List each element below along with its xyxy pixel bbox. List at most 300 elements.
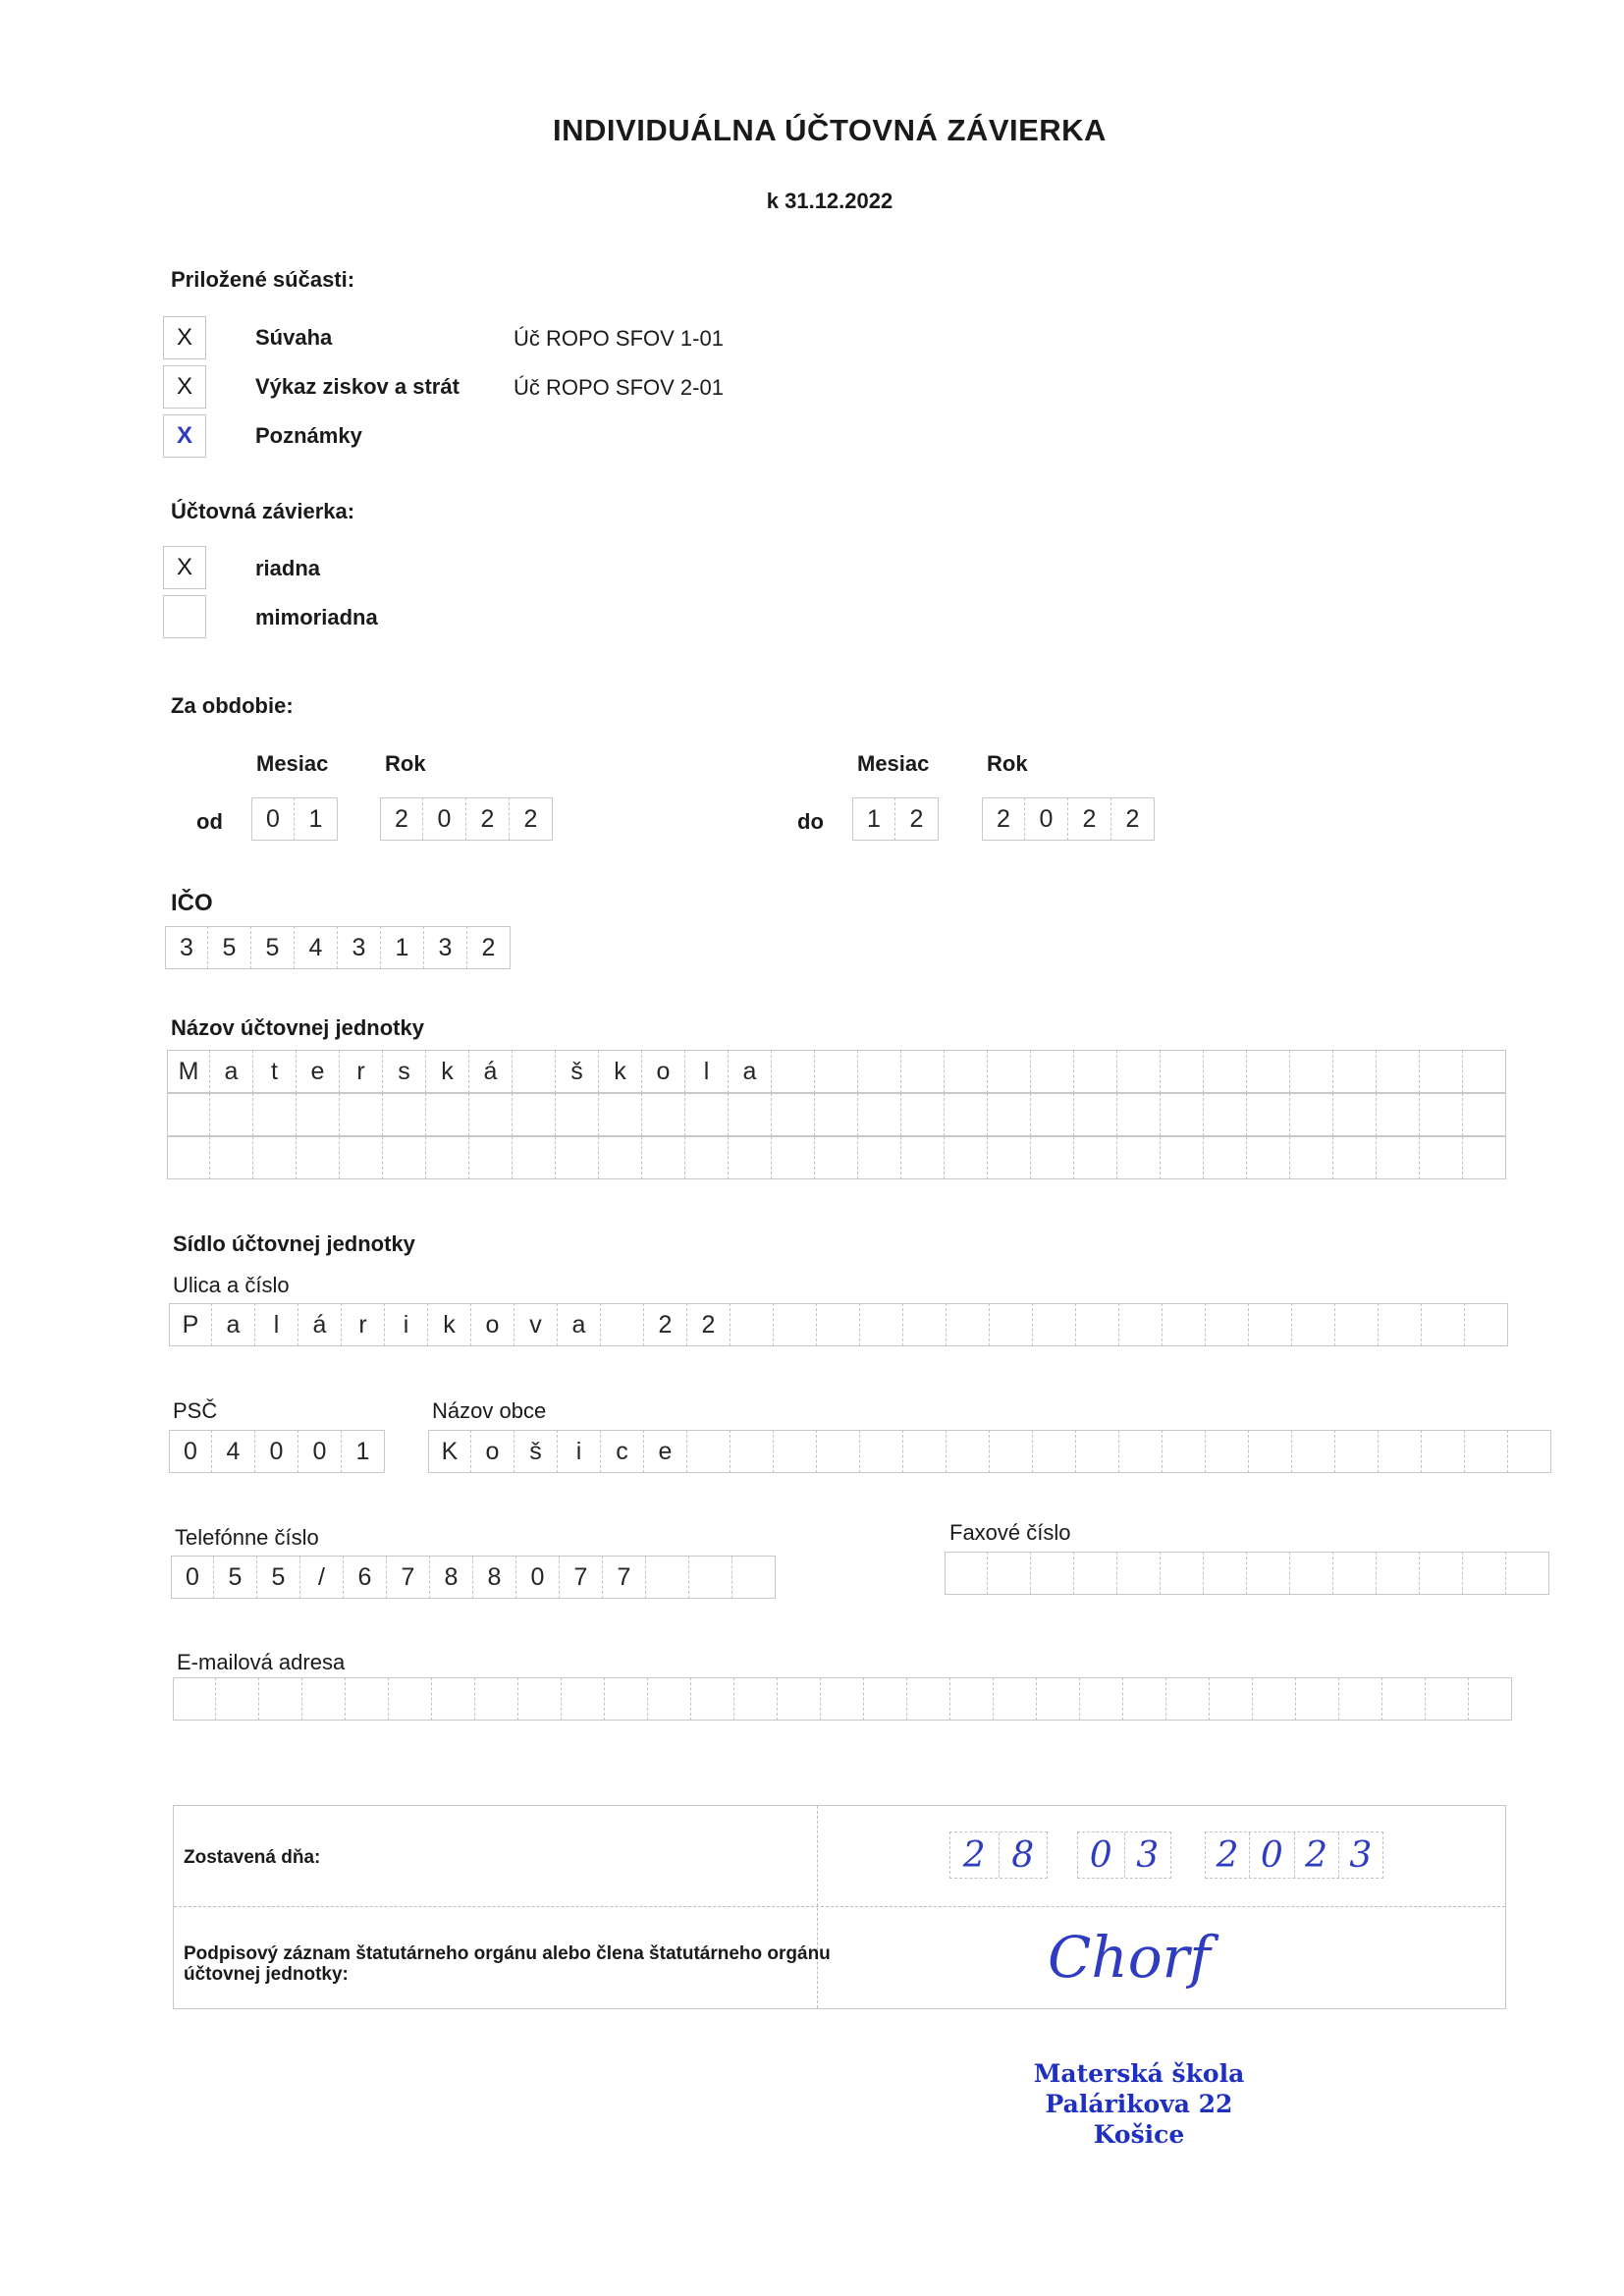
char-cell[interactable]	[1204, 1050, 1247, 1093]
digit-cell[interactable]: 2	[982, 797, 1025, 841]
digit-cell[interactable]: 3	[338, 926, 381, 969]
char-cell[interactable]	[475, 1677, 518, 1721]
char-cell[interactable]: l	[685, 1050, 729, 1093]
checkbox-poznamky[interactable]: X	[163, 414, 206, 458]
char-cell[interactable]	[1117, 1552, 1161, 1595]
char-cell[interactable]	[1204, 1552, 1247, 1595]
char-cell[interactable]	[1290, 1552, 1333, 1595]
city-label: Názov obce	[432, 1398, 547, 1423]
char-cell[interactable]: 5	[257, 1556, 300, 1599]
char-cell[interactable]: 2	[687, 1303, 731, 1346]
char-cell[interactable]	[732, 1556, 776, 1599]
char-cell[interactable]	[772, 1093, 815, 1136]
digit-cell[interactable]: 5	[208, 926, 251, 969]
char-cell[interactable]	[605, 1677, 648, 1721]
char-cell[interactable]	[687, 1430, 731, 1473]
compiled-label: Zostavená dňa:	[184, 1847, 321, 1868]
char-cell[interactable]: e	[297, 1050, 340, 1093]
char-cell[interactable]	[1119, 1303, 1163, 1346]
char-cell[interactable]: 8	[430, 1556, 473, 1599]
char-cell[interactable]: 4	[212, 1430, 255, 1473]
label-riadna: riadna	[255, 556, 321, 580]
code-vykaz: Úč ROPO SFOV 2-01	[514, 375, 724, 400]
char-cell[interactable]	[1463, 1093, 1506, 1136]
checkbox-suvaha[interactable]: X	[163, 316, 206, 359]
to-month-field[interactable]	[852, 797, 939, 841]
digit-cell[interactable]: 3	[165, 926, 208, 969]
digit-cell[interactable]: 0	[251, 797, 295, 841]
char-cell[interactable]	[1033, 1303, 1076, 1346]
handwritten-digit: 2	[950, 1832, 1000, 1878]
char-cell[interactable]	[642, 1136, 685, 1179]
char-cell[interactable]	[772, 1050, 815, 1093]
char-cell[interactable]: v	[514, 1303, 558, 1346]
char-cell[interactable]	[945, 1050, 988, 1093]
char-cell[interactable]	[1465, 1303, 1508, 1346]
char-cell[interactable]	[1379, 1430, 1422, 1473]
attached-heading: Priložené súčasti:	[171, 267, 355, 292]
char-cell[interactable]	[1426, 1677, 1469, 1721]
char-cell[interactable]	[947, 1303, 990, 1346]
char-cell[interactable]: 0	[516, 1556, 560, 1599]
char-cell[interactable]	[860, 1430, 903, 1473]
char-cell[interactable]	[1204, 1136, 1247, 1179]
char-cell[interactable]	[648, 1677, 691, 1721]
char-cell[interactable]	[1290, 1093, 1333, 1136]
char-cell[interactable]	[340, 1093, 383, 1136]
char-cell[interactable]	[1031, 1050, 1074, 1093]
ico-field[interactable]	[165, 926, 511, 969]
char-cell[interactable]: 0	[171, 1556, 214, 1599]
char-cell[interactable]	[253, 1093, 297, 1136]
char-cell[interactable]: M	[167, 1050, 210, 1093]
compiled-month[interactable]	[1077, 1831, 1171, 1879]
from-year-label: Rok	[385, 751, 426, 776]
char-cell[interactable]	[901, 1050, 945, 1093]
char-cell[interactable]	[389, 1677, 432, 1721]
char-cell[interactable]	[426, 1136, 469, 1179]
char-cell[interactable]	[1247, 1552, 1290, 1595]
label-suvaha: Súvaha	[255, 325, 333, 350]
digit-cell[interactable]: 2	[1068, 797, 1111, 841]
char-cell[interactable]	[1377, 1136, 1420, 1179]
from-year-field[interactable]	[380, 797, 553, 841]
char-cell[interactable]	[383, 1136, 426, 1179]
char-cell[interactable]	[691, 1677, 734, 1721]
digit-cell[interactable]: 5	[251, 926, 295, 969]
char-cell[interactable]	[1420, 1136, 1463, 1179]
char-cell[interactable]: k	[426, 1050, 469, 1093]
stamp-line-3: Košice	[1093, 2120, 1185, 2149]
char-cell[interactable]	[988, 1050, 1031, 1093]
char-cell[interactable]	[774, 1303, 817, 1346]
checkbox-mimoriadna[interactable]	[163, 595, 206, 638]
stamp-line-1: Materská škola	[1033, 2059, 1245, 2088]
char-cell[interactable]	[556, 1136, 599, 1179]
char-cell[interactable]	[903, 1430, 947, 1473]
email-field[interactable]	[173, 1677, 1512, 1721]
char-cell[interactable]	[1166, 1677, 1210, 1721]
table-divider	[817, 1806, 818, 2008]
char-cell[interactable]	[599, 1093, 642, 1136]
char-cell[interactable]	[601, 1303, 644, 1346]
char-cell[interactable]: a	[558, 1303, 601, 1346]
char-cell[interactable]	[599, 1136, 642, 1179]
char-cell[interactable]	[1123, 1677, 1166, 1721]
entity-name-row-2[interactable]	[167, 1093, 1506, 1136]
char-cell[interactable]	[774, 1430, 817, 1473]
char-cell[interactable]	[1506, 1552, 1549, 1595]
char-cell[interactable]: o	[471, 1303, 514, 1346]
char-cell[interactable]	[1247, 1136, 1290, 1179]
char-cell[interactable]	[426, 1093, 469, 1136]
char-cell[interactable]	[1117, 1050, 1161, 1093]
char-cell[interactable]: 8	[473, 1556, 516, 1599]
char-cell[interactable]	[1247, 1050, 1290, 1093]
char-cell[interactable]	[1206, 1430, 1249, 1473]
char-cell[interactable]	[383, 1093, 426, 1136]
char-cell[interactable]	[1161, 1552, 1204, 1595]
char-cell[interactable]	[1333, 1093, 1377, 1136]
char-cell[interactable]	[1382, 1677, 1426, 1721]
handwritten-digit: 0	[1078, 1832, 1125, 1878]
char-cell[interactable]: 7	[387, 1556, 430, 1599]
char-cell[interactable]	[216, 1677, 259, 1721]
compiled-day[interactable]	[949, 1831, 1048, 1879]
char-cell[interactable]	[346, 1677, 389, 1721]
char-cell[interactable]	[1333, 1136, 1377, 1179]
closing-heading: Účtovná závierka:	[171, 499, 355, 523]
char-cell[interactable]: á	[298, 1303, 342, 1346]
char-cell[interactable]	[556, 1093, 599, 1136]
char-cell[interactable]: /	[300, 1556, 344, 1599]
char-cell[interactable]	[685, 1093, 729, 1136]
char-cell[interactable]	[858, 1136, 901, 1179]
char-cell[interactable]: P	[169, 1303, 212, 1346]
digit-cell[interactable]: 2	[380, 797, 423, 841]
ico-label: IČO	[171, 890, 213, 916]
char-cell[interactable]	[1420, 1093, 1463, 1136]
char-cell[interactable]	[1335, 1303, 1379, 1346]
char-cell[interactable]	[945, 1552, 988, 1595]
char-cell[interactable]	[167, 1093, 210, 1136]
digit-cell[interactable]: 0	[1025, 797, 1068, 841]
char-cell[interactable]	[646, 1556, 689, 1599]
char-cell[interactable]: r	[342, 1303, 385, 1346]
digit-cell[interactable]: 1	[852, 797, 895, 841]
phone-label: Telefónne číslo	[175, 1525, 319, 1550]
street-field[interactable]	[169, 1303, 1508, 1346]
char-cell[interactable]	[1161, 1093, 1204, 1136]
digit-cell[interactable]: 2	[895, 797, 939, 841]
char-cell[interactable]	[1463, 1050, 1506, 1093]
char-cell[interactable]	[1463, 1136, 1506, 1179]
school-stamp	[1021, 2058, 1257, 2150]
label-mimoriadna: mimoriadna	[255, 605, 378, 629]
char-cell[interactable]	[772, 1136, 815, 1179]
char-cell[interactable]	[210, 1136, 253, 1179]
char-cell[interactable]	[1117, 1136, 1161, 1179]
char-cell[interactable]	[1292, 1430, 1335, 1473]
digit-cell[interactable]: 2	[510, 797, 553, 841]
char-cell[interactable]	[729, 1136, 772, 1179]
signature-table	[173, 1805, 1506, 2009]
checkbox-riadna[interactable]: X	[163, 546, 206, 589]
char-cell[interactable]	[1292, 1303, 1335, 1346]
char-cell[interactable]: 5	[214, 1556, 257, 1599]
char-cell[interactable]	[1469, 1677, 1512, 1721]
signature-scribble: Chorf	[1048, 1924, 1211, 1991]
char-cell[interactable]	[642, 1093, 685, 1136]
char-cell[interactable]	[815, 1050, 858, 1093]
char-cell[interactable]	[1335, 1430, 1379, 1473]
handwritten-digit: 8	[1011, 1834, 1035, 1876]
digit-cell[interactable]: 0	[423, 797, 466, 841]
phone-field[interactable]	[171, 1556, 776, 1599]
char-cell[interactable]	[858, 1093, 901, 1136]
char-cell[interactable]	[1206, 1303, 1249, 1346]
char-cell[interactable]	[689, 1556, 732, 1599]
char-cell[interactable]	[1422, 1303, 1465, 1346]
char-cell[interactable]: s	[383, 1050, 426, 1093]
char-cell[interactable]	[469, 1093, 513, 1136]
char-cell[interactable]	[950, 1677, 994, 1721]
char-cell[interactable]	[432, 1677, 475, 1721]
char-cell[interactable]: a	[729, 1050, 772, 1093]
char-cell[interactable]: e	[644, 1430, 687, 1473]
char-cell[interactable]	[1290, 1050, 1333, 1093]
char-cell[interactable]	[988, 1093, 1031, 1136]
char-cell[interactable]	[1119, 1430, 1163, 1473]
char-cell[interactable]: t	[253, 1050, 297, 1093]
char-cell[interactable]	[1465, 1430, 1508, 1473]
char-cell[interactable]	[1339, 1677, 1382, 1721]
char-cell[interactable]	[1074, 1136, 1117, 1179]
city-field[interactable]	[428, 1430, 1551, 1473]
char-cell[interactable]	[1463, 1552, 1506, 1595]
char-cell[interactable]: 6	[344, 1556, 387, 1599]
char-cell[interactable]	[903, 1303, 947, 1346]
char-cell[interactable]	[297, 1093, 340, 1136]
stamp-line-2: Palárikova 22	[1045, 2090, 1233, 2118]
entity-name-row-3[interactable]	[167, 1136, 1506, 1179]
char-cell[interactable]	[858, 1050, 901, 1093]
char-cell[interactable]: i	[385, 1303, 428, 1346]
char-cell[interactable]	[1290, 1136, 1333, 1179]
char-cell[interactable]	[821, 1677, 864, 1721]
char-cell[interactable]	[1033, 1430, 1076, 1473]
char-cell[interactable]	[901, 1093, 945, 1136]
char-cell[interactable]	[1296, 1677, 1339, 1721]
from-month-field[interactable]	[251, 797, 338, 841]
char-cell[interactable]	[1161, 1050, 1204, 1093]
char-cell[interactable]	[731, 1303, 774, 1346]
char-cell[interactable]	[253, 1136, 297, 1179]
char-cell[interactable]	[1117, 1093, 1161, 1136]
char-cell[interactable]	[1031, 1093, 1074, 1136]
char-cell[interactable]	[210, 1093, 253, 1136]
digit-cell[interactable]: 2	[466, 797, 510, 841]
email-label: E-mailová adresa	[177, 1650, 346, 1674]
sign-label-line-1: Podpisový záznam štatutárneho orgánu alebo člena štatutárneho orgánu	[184, 1943, 831, 1964]
char-cell[interactable]: k	[428, 1303, 471, 1346]
char-cell[interactable]	[1420, 1050, 1463, 1093]
to-label: do	[797, 809, 824, 834]
street-label: Ulica a číslo	[173, 1273, 290, 1297]
char-cell[interactable]	[815, 1136, 858, 1179]
psc-label: PSČ	[173, 1398, 218, 1423]
char-cell[interactable]	[1422, 1430, 1465, 1473]
char-cell[interactable]: k	[599, 1050, 642, 1093]
char-cell[interactable]	[513, 1136, 556, 1179]
from-label: od	[196, 809, 223, 834]
char-cell[interactable]	[734, 1677, 778, 1721]
digit-cell[interactable]: 1	[295, 797, 338, 841]
char-cell[interactable]: a	[210, 1050, 253, 1093]
sign-label-line-2: účtovnej jednotky:	[184, 1964, 349, 1985]
char-cell[interactable]: 7	[560, 1556, 603, 1599]
char-cell[interactable]	[860, 1303, 903, 1346]
char-cell[interactable]	[685, 1136, 729, 1179]
char-cell[interactable]	[1074, 1050, 1117, 1093]
period-heading: Za obdobie:	[171, 693, 294, 718]
char-cell[interactable]	[988, 1136, 1031, 1179]
seat-heading: Sídlo účtovnej jednotky	[173, 1231, 415, 1256]
char-cell[interactable]	[1333, 1552, 1377, 1595]
compiled-year[interactable]	[1205, 1831, 1383, 1879]
char-cell[interactable]: l	[255, 1303, 298, 1346]
char-cell[interactable]	[297, 1136, 340, 1179]
char-cell[interactable]	[1163, 1430, 1206, 1473]
report-date: k 31.12.2022	[766, 189, 893, 213]
char-cell[interactable]	[562, 1677, 605, 1721]
fax-label: Faxové číslo	[949, 1520, 1071, 1545]
char-cell[interactable]	[990, 1303, 1033, 1346]
char-cell[interactable]	[907, 1677, 950, 1721]
handwritten-digit: 2	[1295, 1832, 1339, 1878]
char-cell[interactable]	[1249, 1430, 1292, 1473]
char-cell[interactable]	[1204, 1093, 1247, 1136]
label-poznamky: Poznámky	[255, 423, 362, 448]
char-cell[interactable]	[817, 1303, 860, 1346]
char-cell[interactable]: á	[469, 1050, 513, 1093]
char-cell[interactable]	[1253, 1677, 1296, 1721]
char-cell[interactable]	[1163, 1303, 1206, 1346]
char-cell[interactable]	[1333, 1050, 1377, 1093]
char-cell[interactable]	[945, 1136, 988, 1179]
char-cell[interactable]: š	[556, 1050, 599, 1093]
char-cell[interactable]: i	[558, 1430, 601, 1473]
to-month-label: Mesiac	[857, 751, 930, 776]
char-cell[interactable]	[864, 1677, 907, 1721]
code-suvaha: Úč ROPO SFOV 1-01	[514, 326, 724, 351]
fax-field[interactable]	[945, 1552, 1549, 1595]
char-cell[interactable]	[1074, 1093, 1117, 1136]
char-cell[interactable]: 0	[169, 1430, 212, 1473]
char-cell[interactable]	[994, 1677, 1037, 1721]
char-cell[interactable]: o	[642, 1050, 685, 1093]
char-cell[interactable]	[340, 1136, 383, 1179]
entity-name-row-1[interactable]	[167, 1050, 1506, 1093]
char-cell[interactable]	[167, 1136, 210, 1179]
char-cell[interactable]: 2	[644, 1303, 687, 1346]
char-cell[interactable]	[778, 1677, 821, 1721]
char-cell[interactable]: 7	[603, 1556, 646, 1599]
char-cell[interactable]: K	[428, 1430, 471, 1473]
char-cell[interactable]	[513, 1050, 556, 1093]
from-month-label: Mesiac	[256, 751, 329, 776]
char-cell[interactable]	[1377, 1050, 1420, 1093]
char-cell[interactable]: a	[212, 1303, 255, 1346]
label-vykaz: Výkaz ziskov a strát	[255, 374, 460, 399]
char-cell[interactable]	[173, 1677, 216, 1721]
char-cell[interactable]	[1080, 1677, 1123, 1721]
char-cell[interactable]	[945, 1093, 988, 1136]
psc-field[interactable]	[169, 1430, 385, 1473]
char-cell[interactable]	[1379, 1303, 1422, 1346]
char-cell[interactable]: r	[340, 1050, 383, 1093]
char-cell[interactable]	[513, 1093, 556, 1136]
char-cell[interactable]: š	[514, 1430, 558, 1473]
handwritten-digit: 0	[1250, 1832, 1294, 1878]
char-cell[interactable]	[302, 1677, 346, 1721]
char-cell[interactable]	[518, 1677, 562, 1721]
handwritten-digit: 3	[1136, 1834, 1160, 1876]
char-cell[interactable]	[990, 1430, 1033, 1473]
digit-cell[interactable]: 2	[1111, 797, 1155, 841]
char-cell[interactable]: c	[601, 1430, 644, 1473]
to-year-label: Rok	[987, 751, 1028, 776]
char-cell[interactable]	[1377, 1093, 1420, 1136]
char-cell[interactable]	[1210, 1677, 1253, 1721]
char-cell[interactable]	[1420, 1552, 1463, 1595]
document-title: INDIVIDUÁLNA ÚČTOVNÁ ZÁVIERKA	[553, 113, 1107, 147]
char-cell[interactable]	[817, 1430, 860, 1473]
char-cell[interactable]	[259, 1677, 302, 1721]
checkbox-vykaz[interactable]: X	[163, 365, 206, 409]
char-cell[interactable]	[731, 1430, 774, 1473]
digit-cell[interactable]: 2	[467, 926, 511, 969]
char-cell[interactable]: 1	[342, 1430, 385, 1473]
char-cell[interactable]	[1076, 1303, 1119, 1346]
char-cell[interactable]: 0	[255, 1430, 298, 1473]
char-cell[interactable]	[1031, 1136, 1074, 1179]
char-cell[interactable]	[988, 1552, 1031, 1595]
digit-cell[interactable]: 3	[424, 926, 467, 969]
char-cell[interactable]	[1076, 1430, 1119, 1473]
char-cell[interactable]	[1161, 1136, 1204, 1179]
char-cell[interactable]	[1247, 1093, 1290, 1136]
char-cell[interactable]	[815, 1093, 858, 1136]
char-cell[interactable]: o	[471, 1430, 514, 1473]
char-cell[interactable]	[1074, 1552, 1117, 1595]
char-cell[interactable]	[947, 1430, 990, 1473]
char-cell[interactable]: 0	[298, 1430, 342, 1473]
char-cell[interactable]	[1249, 1303, 1292, 1346]
char-cell[interactable]	[1031, 1552, 1074, 1595]
handwritten-digit: 2	[1206, 1832, 1250, 1878]
char-cell[interactable]	[469, 1136, 513, 1179]
entity-name-label: Názov účtovnej jednotky	[171, 1015, 424, 1040]
char-cell[interactable]	[1508, 1430, 1551, 1473]
digit-cell[interactable]: 1	[381, 926, 424, 969]
char-cell[interactable]	[901, 1136, 945, 1179]
to-year-field[interactable]	[982, 797, 1155, 841]
char-cell[interactable]	[1377, 1552, 1420, 1595]
char-cell[interactable]	[729, 1093, 772, 1136]
digit-cell[interactable]: 4	[295, 926, 338, 969]
char-cell[interactable]	[1037, 1677, 1080, 1721]
